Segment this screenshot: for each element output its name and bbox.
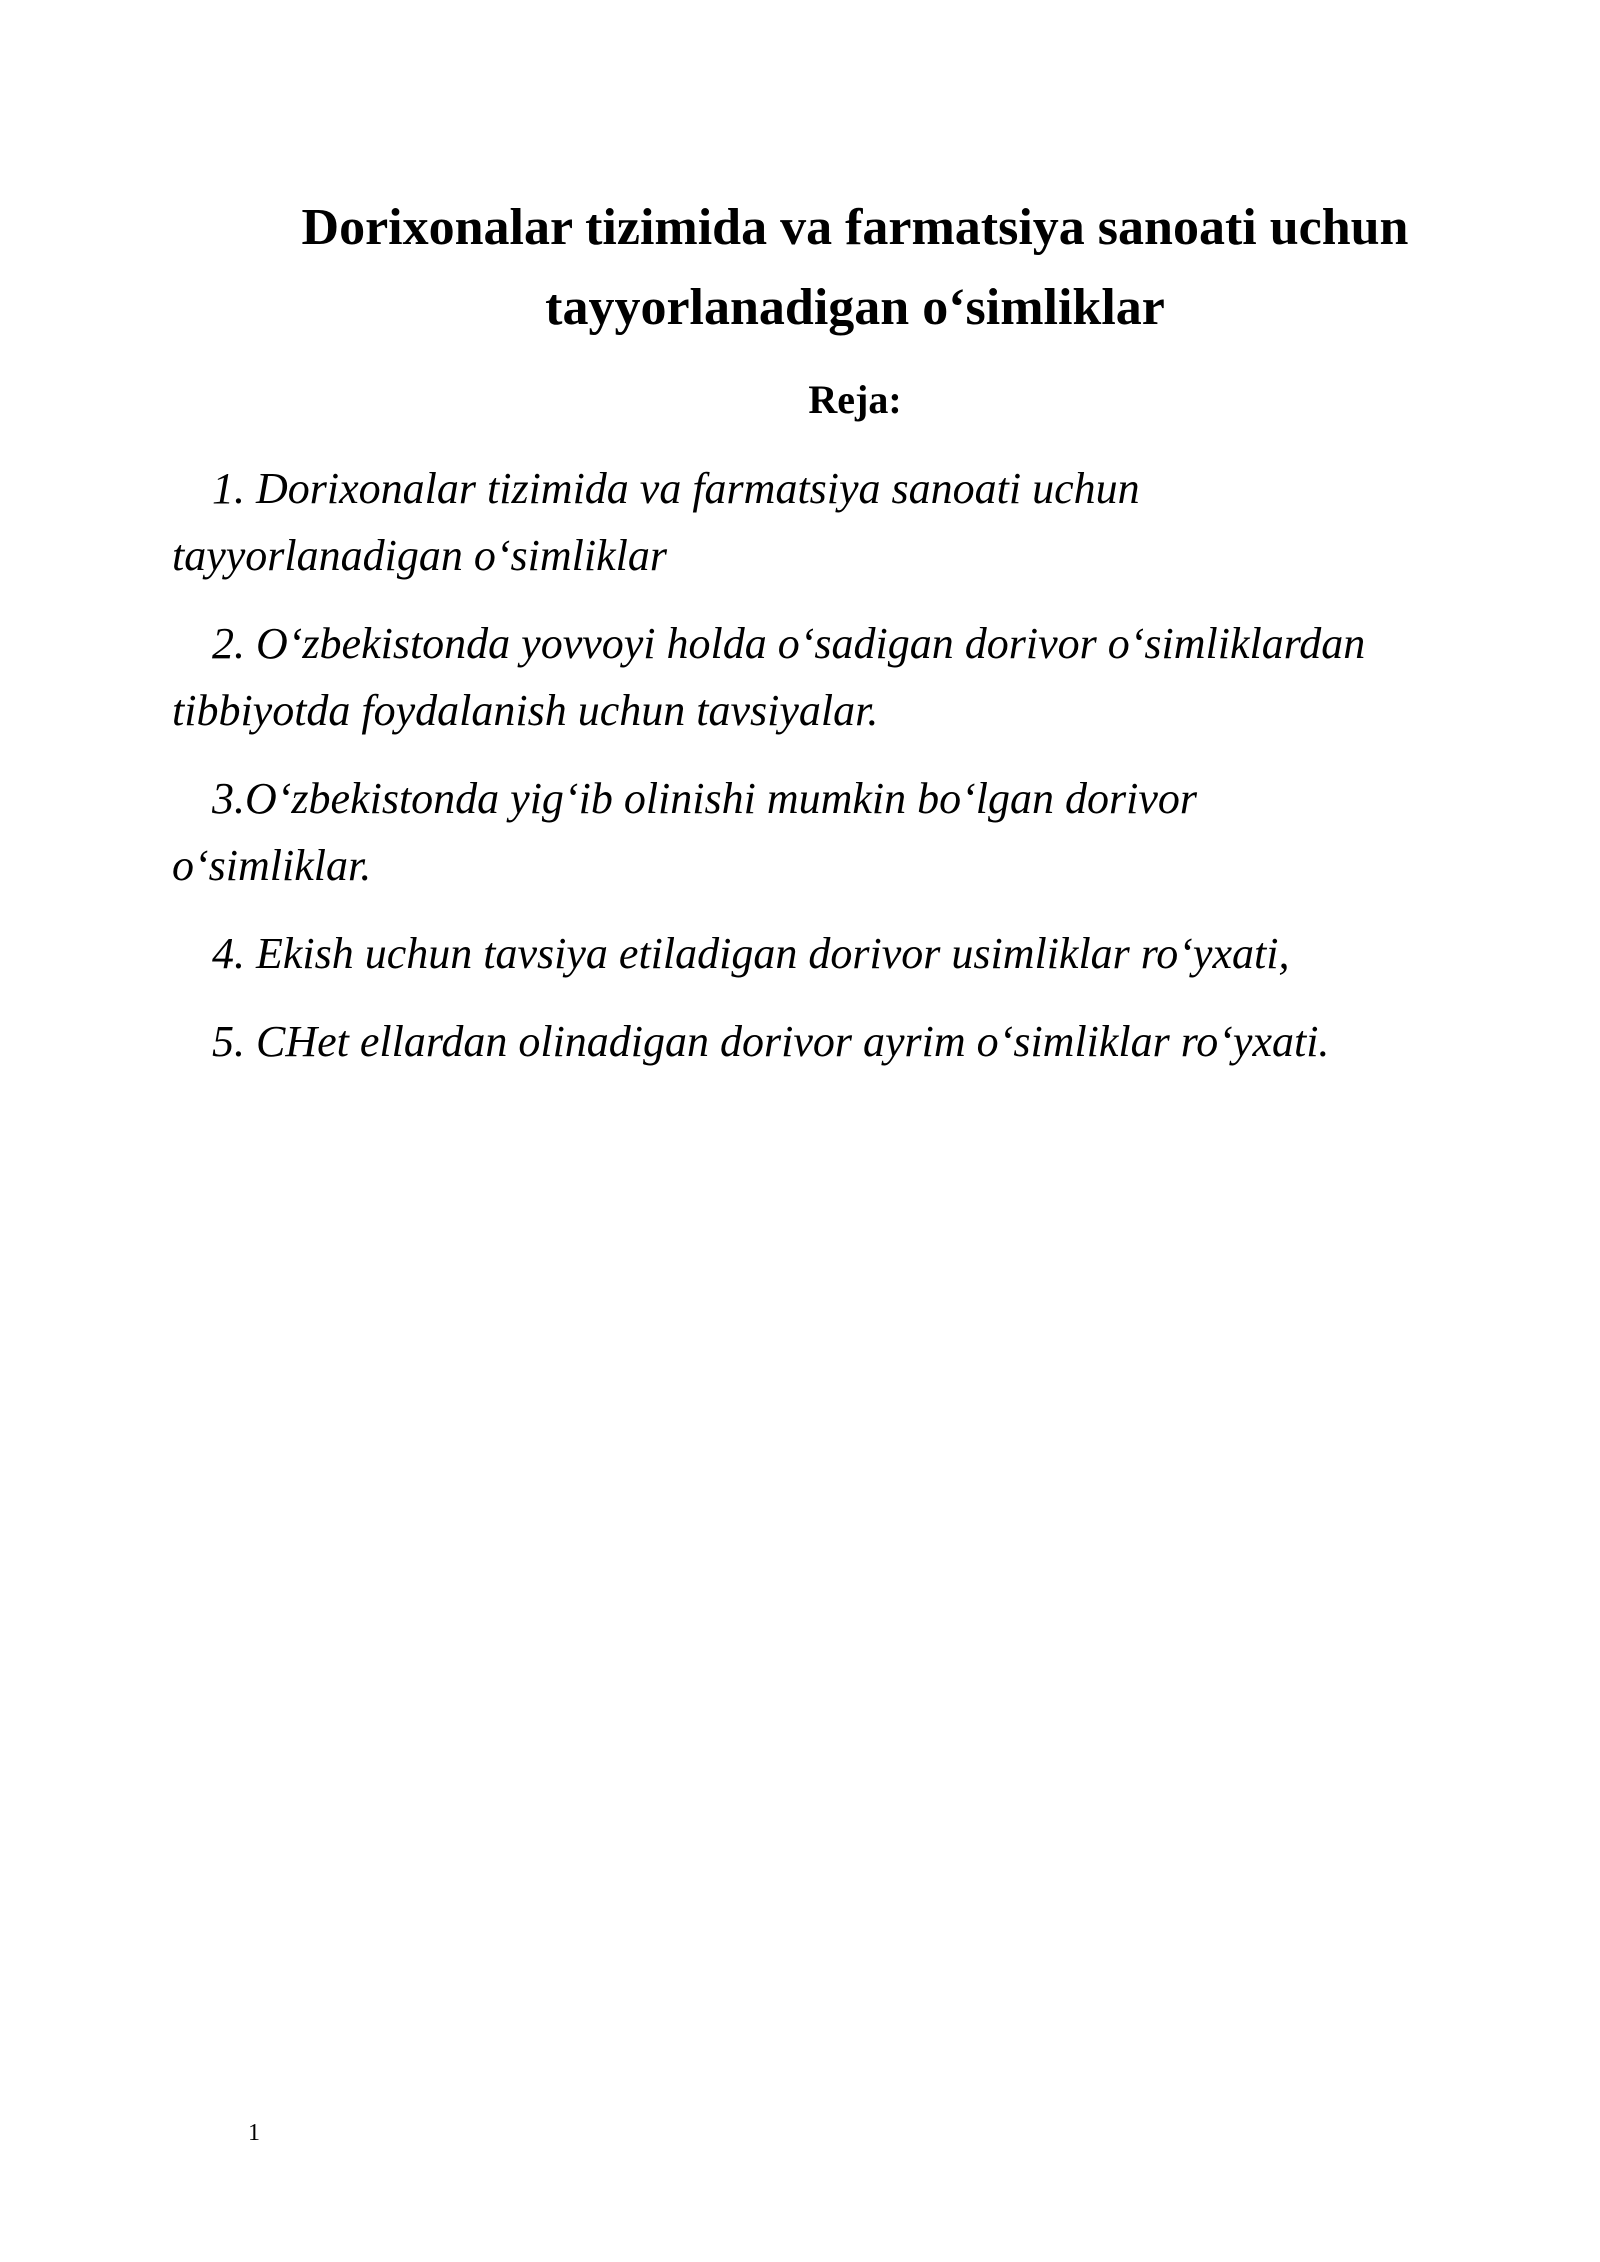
plan-item-5 xyxy=(172,1008,1502,1075)
document-title xyxy=(210,188,1500,348)
plan-item-2 xyxy=(172,610,1502,744)
plan-item-3-line-1: 3.O‘zbekistonda yig‘ib olinishi mumkin bo‘lgan dorivor xyxy=(212,774,1198,823)
plan-heading: Reja: xyxy=(808,377,902,422)
plan-item-4 xyxy=(172,920,1502,987)
title-line-2: tayyorlanadigan o‘simliklar xyxy=(545,279,1165,336)
page-number: 1 xyxy=(248,2120,260,2146)
plan-item-4-line-1: 4. Ekish uchun tavsiya etiladigan dorivor usimliklar ro‘yxati, xyxy=(212,929,1290,978)
plan-item-2-line-2: tibbiyotda foydalanish uchun tavsiyalar. xyxy=(172,686,879,735)
plan-list xyxy=(172,455,1502,1096)
plan-item-3 xyxy=(172,765,1502,899)
plan-item-1 xyxy=(172,455,1502,589)
title-line-1: Dorixonalar tizimida va farmatsiya sanoati uchun xyxy=(301,199,1409,256)
plan-item-1-line-2: tayyorlanadigan o‘simliklar xyxy=(172,531,667,580)
plan-item-3-line-2: o‘simliklar. xyxy=(172,841,372,890)
plan-item-1-line-1: 1. Dorixonalar tizimida va farmatsiya sanoati uchun xyxy=(212,464,1140,513)
plan-item-2-line-1: 2. O‘zbekistonda yovvoyi holda o‘sadigan dorivor o‘simliklardan xyxy=(212,619,1366,668)
plan-item-5-line-1: 5. CHet ellardan olinadigan dorivor ayrim o‘simliklar ro‘yxati. xyxy=(212,1017,1330,1066)
